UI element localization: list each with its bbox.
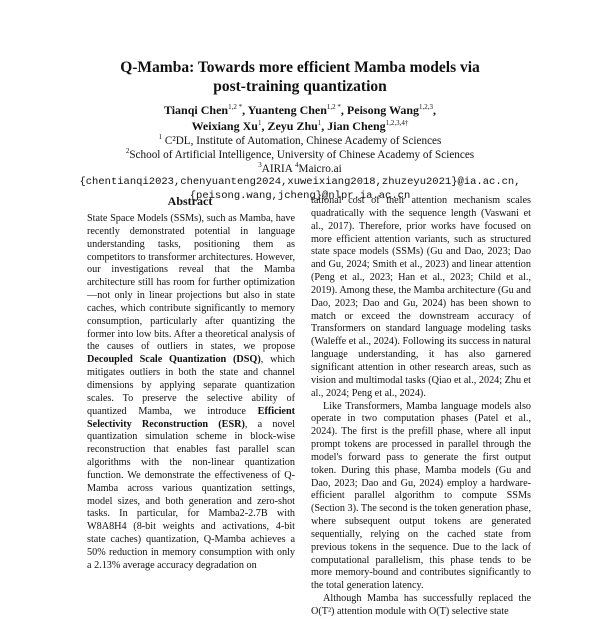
abstract-paragraph: State Space Models (SSMs), such as Mamba, have recently demonstrated potential in language understanding tasks, positioning them as competitors to transformer architectures. However, our investigations reveal that the Mamba architecture still has room for further optimization—not only in linear projections but also in state caches, which contribute significantly to memory consumption, particularly after quantizing the former into low bits. After a theoretical analysis of the causes of outliers in states, we propose Decoupled Scale Quantization (DSQ), which mitigates outliers in both the state and channel dimensions by applying separate quantization scales. To preserve the selective ability of quantized Mamba, we introduce Efficient Selectivity Reconstruction (ESR), a novel quantization simulation scheme in block-wise reconstruction that enables fast parallel scan algorithms with the non-linear quantization function. We demonstrate the effectiveness of Q-Mamba across various quantization settings, model sizes, and both generation and zero-shot tasks. In particular, for Mamba2-2.7B with W8A8H4 (8-bit weights and activations, 4-bit state caches) quantization, Q-Mamba achieves a 50% reduction in memory consumption with only a 2.13% average accuracy degradation on (87, 213, 295, 571)
author-affiliation-mark: 1,2,3 (419, 103, 434, 111)
paper-title (0, 58, 600, 96)
email-line-2: {peisong.wang,jcheng}@nlpr.ia.ac.cn (189, 189, 411, 202)
author-name: Tianqi Chen (163, 103, 229, 117)
paper-header (0, 58, 600, 203)
author-list: Tianqi Chen$^{1,2 *}$, Yuanteng Chen$^{1,2 *}$, Peisong Wang$^{1,2,3}$, Weixiang Xu$^1$, Zeyu Zhu$^1$, Jian Cheng$^{1,2,3,4\dagger}$ (163, 103, 437, 133)
author-affiliation-mark: 1,2,3,4† (385, 118, 409, 127)
affiliation-2: $^2$School of Artificial Intelligence, University of Chinese Academy of Sciences (125, 147, 475, 161)
affiliation-1: $^1$ C²DL, Institute of Automation, Chinese Academy of Sciences (158, 133, 442, 147)
author-name: Zeyu Zhu (267, 118, 318, 133)
author-name: Yuanteng Chen (247, 103, 327, 117)
title-line-1: Q-Mamba: Towards more efficient Mamba models via (120, 59, 480, 76)
abstract-heading: Abstract (167, 194, 213, 208)
author-name: Weixiang Xu (191, 118, 258, 133)
affiliation-3-4: $^3$AIRIA $^4$Maicro.ai (258, 161, 342, 175)
email-line-1: {chentianqi2023,chenyuanteng2024,xuweixiang2018,zhuzeyu2021}@ia.ac.cn, (79, 176, 521, 188)
abstract-body (87, 213, 295, 573)
intro-paragraph-2: Like Transformers, Mamba language models also operate in two computation phases (Patel et al., 2024). The first is the prefill phase, where all input prompt tokens are processed in parallel through the model's forward pass to generate the first output token. During this phase, Mamba models (Gu and Dao, 2023; Dao and Gu, 2024) employ a hardware-efficient parallel algorithm to compute SSMs (Section 3). The second is the token generation phase, where subsequent output tokens are generated sequentially, relying on the cached state from previous tokens in the sequence. Due to the lack of computational parallelism, this phase tends to be more memory-bound and contributes significantly to the total generation latency. (311, 400, 531, 592)
author-name: Peisong Wang (346, 103, 420, 117)
intro-paragraph-3: Although Mamba has successfully replaced the O(T²) attention module with O(T) selective state (311, 593, 531, 617)
introduction-body (311, 195, 531, 619)
author-affiliation-mark: 1 (257, 118, 262, 127)
esr-term: Efficient Selectivity Reconstruction (ESR) (87, 405, 295, 430)
author-affiliation-mark: 1 (317, 118, 322, 127)
title-line-2: post-training quantization (213, 78, 387, 95)
author-affiliation-mark: 1,2 * (326, 103, 341, 111)
author-name: Jian Cheng (327, 118, 386, 133)
intro-paragraph-1: tational cost of their attention mechanism scales quadratically with the sequence length (Vaswani et al., 2017). Therefore, prior works have focused on more efficient attention variants, such as structured state space models (SSMs) (Gu and Dao, 2023; Dao and Gu, 2024; Smith et al., 2023) and linear attention (Peng et al., 2023; Han et al., 2023; Child et al., 2019). Among these, the Mamba architecture (Gu and Dao, 2023; Dao and Gu, 2024) has been shown to match or exceed the downstream accuracy of Transformers on standard language modeling tasks (Waleffe et al., 2024). Following its success in natural language understanding, it has also garnered significant attention in other research areas, such as vision and multimodal tasks (Qiao et al., 2024; Zhu et al., 2024; Peng et al., 2024). (311, 195, 531, 399)
author-affiliation-mark: 1,2 * (228, 103, 243, 111)
dsq-term: Decoupled Scale Quantization (DSQ) (87, 354, 261, 366)
